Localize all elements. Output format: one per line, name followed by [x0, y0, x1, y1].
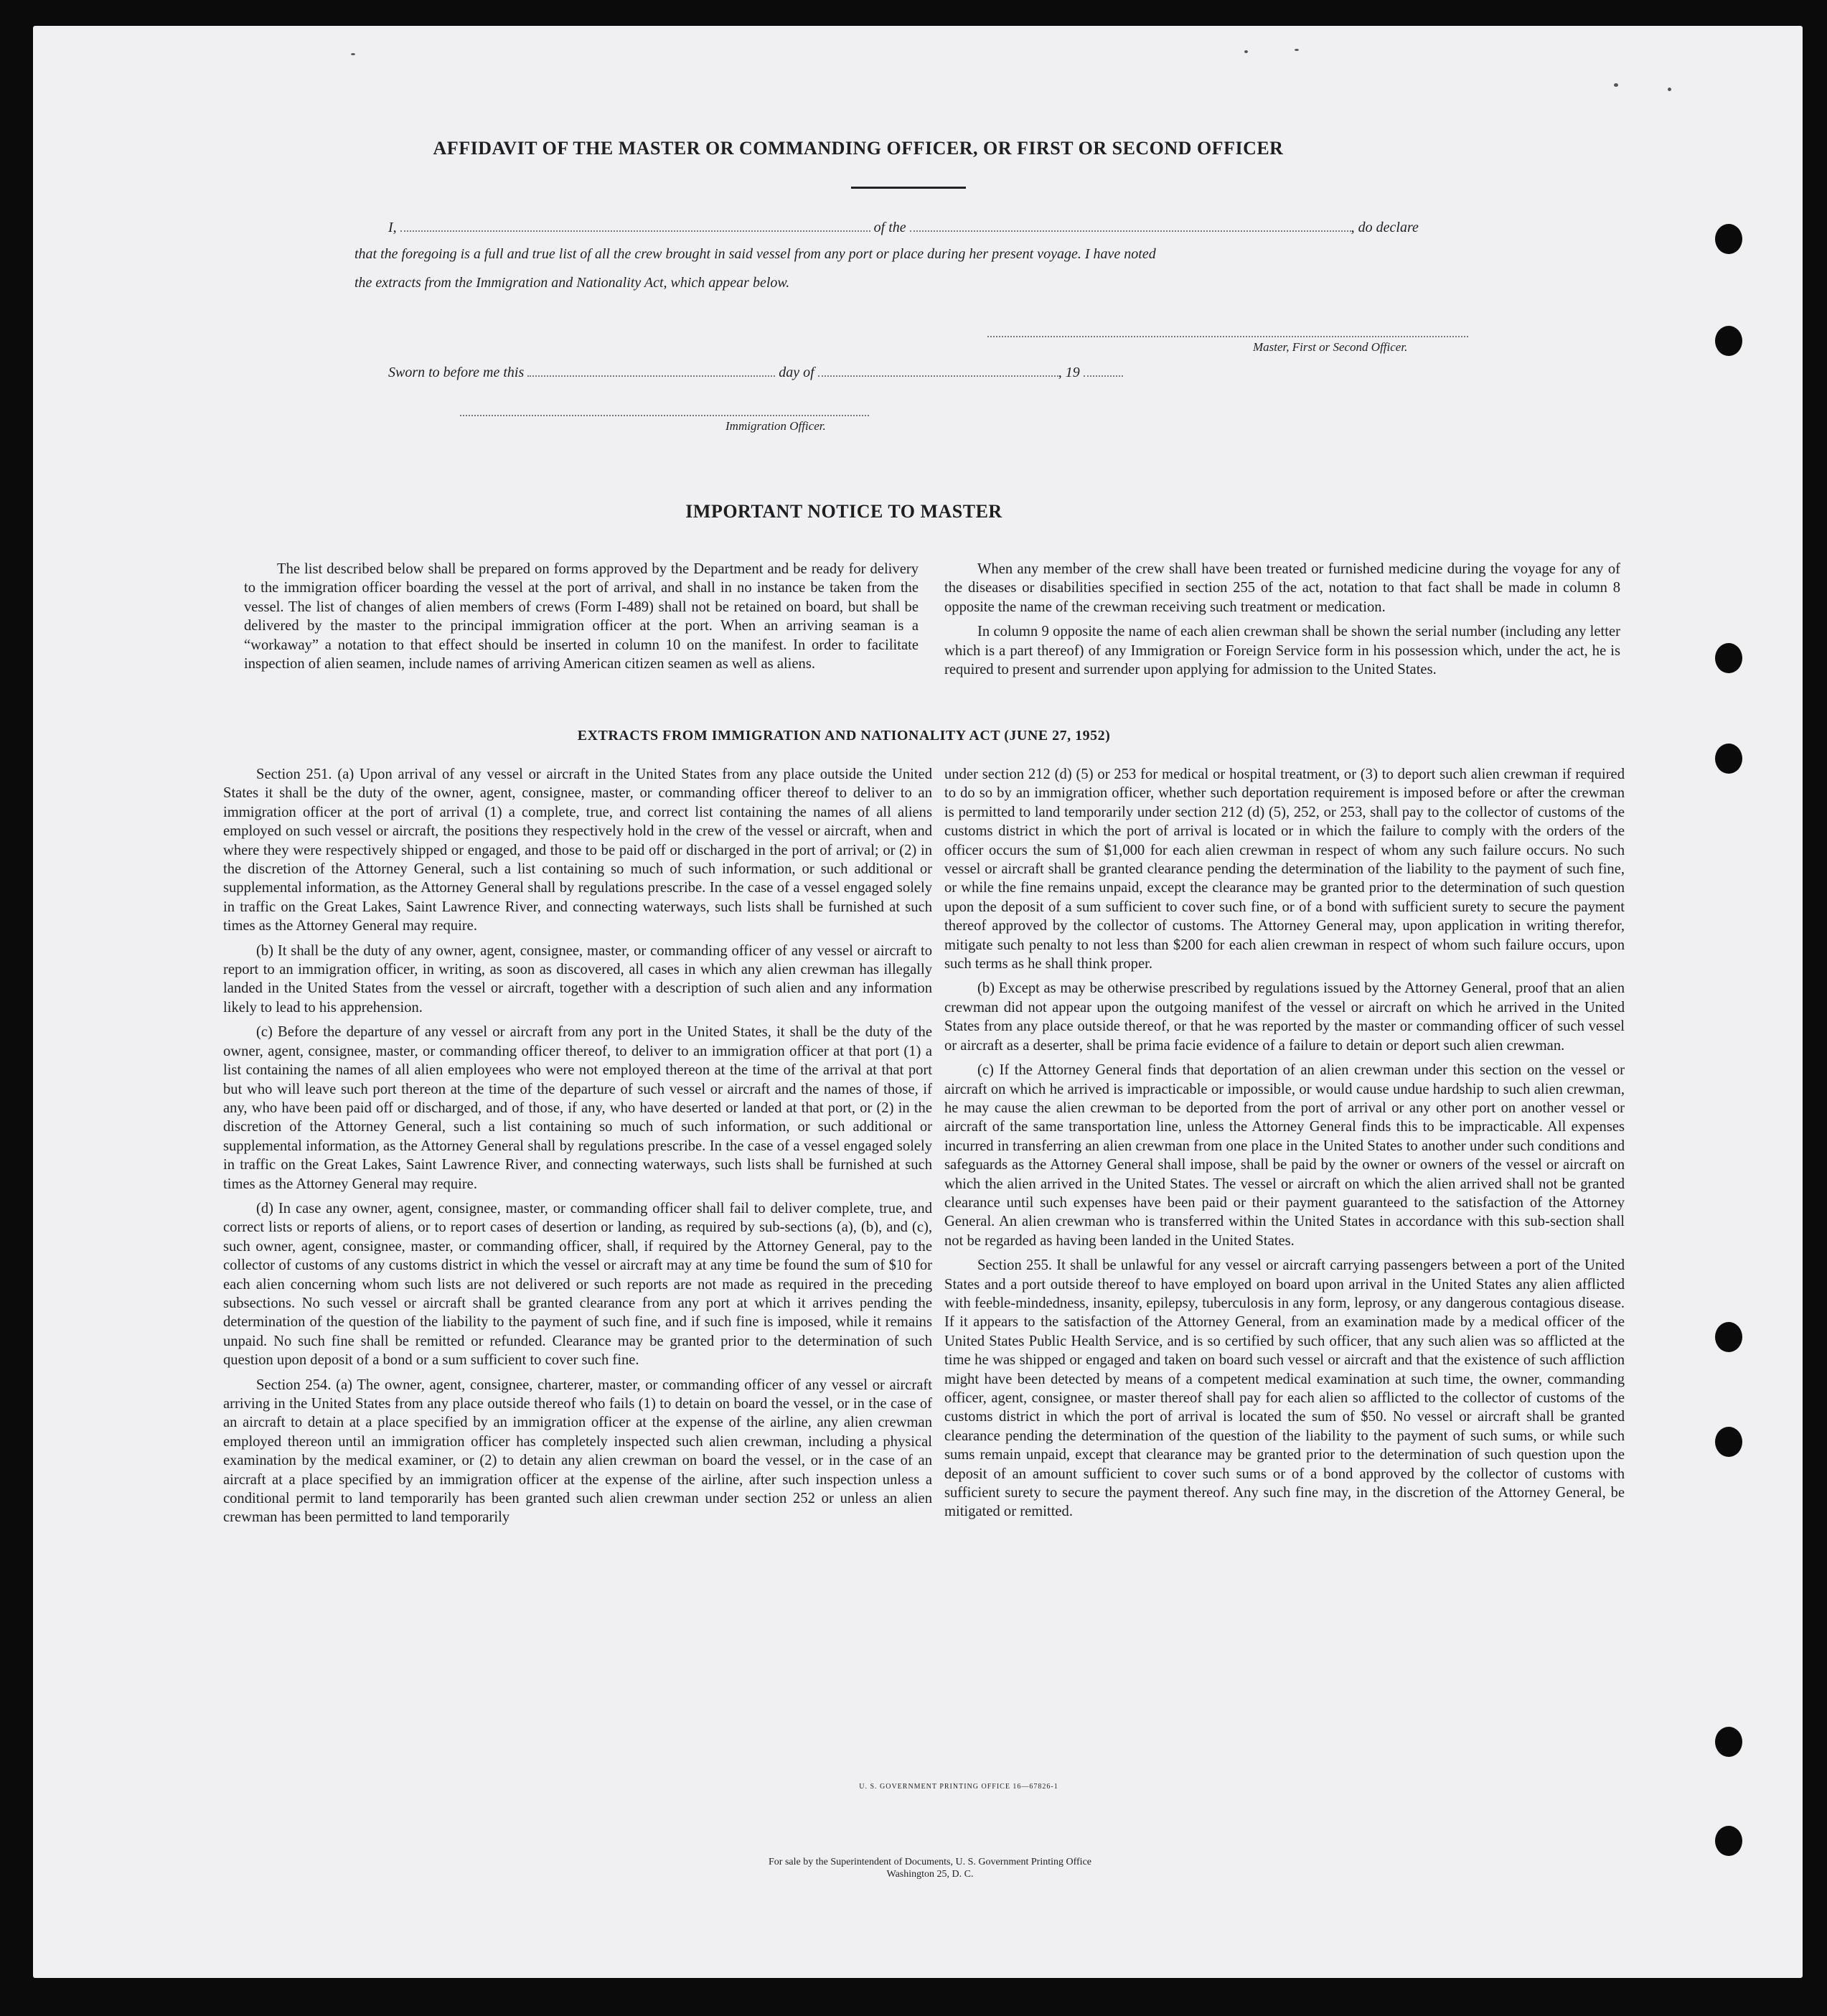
binder-hole	[1715, 744, 1742, 774]
binder-hole	[1715, 1826, 1742, 1856]
sworn-label: Sworn to before me this	[388, 365, 525, 380]
notice-left-column	[244, 560, 919, 679]
section-254c: (c) If the Attorney General finds that deportation of an alien crewman under this section on the vessel or aircraft on which he arrived is impracticable or impossible, or would cause undue hardship to such alien crewman, he may cause the alien crewman to be deported from the port of arrival or any other port on another vessel or aircraft of the same transportation line, unless the Attorney General finds this to be impracticable. All expenses incurred in transferring an alien crewman from one place in the United States to another under such conditions and safeguards as the Attorney General shall impose, shall be paid by the owner or owners of the vessel or aircraft on which the alien arrived in the United States. The vessel or aircraft on which the alien arrived shall not be granted clearance until such expenses have been paid or their payment guaranteed to the satisfaction of the Attorney General. An alien crewman who is transferred within the United States in accordance with this sub-section shall not be regarded as having been landed in the United States.	[944, 1062, 1625, 1249]
immigration-signature-line[interactable]	[460, 415, 869, 416]
sworn-month-blank[interactable]	[818, 374, 1058, 377]
sworn-year-blank[interactable]	[1084, 374, 1123, 377]
notice-title: IMPORTANT NOTICE TO MASTER	[685, 501, 1002, 522]
binder-hole	[1715, 1427, 1742, 1457]
notice-right-column	[944, 560, 1620, 685]
section-254a-continued: under section 212 (d) (5) or 253 for medical or hospital treatment, or (3) to deport such alien crewman if required to do so by an immigration officer, whether such deportation requirement is imposed before or after the crewman is permitted to land temporarily under section 212 (d) (5), 252, or 253, shall pay to the collector of customs of the customs district in which the port of arrival is located or in which the failure to comply with the orders of the officer occurs the sum of $1,000 for each alien crewman in respect of whom any such failure occurs. No such vessel or aircraft shall be granted clearance pending the determination of the liability to the payment of such fine, or while the fine remains unpaid, except the clearance may be granted prior to the determination of such question upon the deposit of a sum sufficient to cover such fine, or of a bond with sufficient surety to secure the payment thereof approved by the collector of customs. The Attorney General may, upon application in writing therefor, mitigate such penalty to not less than $200 for each alien crewman in respect of whom such failure occurs, upon such terms as he shall think proper.	[944, 766, 1625, 972]
sworn-day-blank[interactable]	[527, 374, 775, 377]
declaration-text-3: the extracts from the Immigration and Nationality Act, which appear below.	[354, 275, 790, 291]
master-caption: Master, First or Second Officer.	[1253, 340, 1408, 354]
speck	[1295, 49, 1299, 51]
section-251a: Section 251. (a) Upon arrival of any vessel or aircraft in the United States from any place outside the United States it shall be the duty of the owner, agent, consignee, master, or commanding officer thereof to deliver to an immigration officer at the port of arrival (1) a complete, true, and correct list containing the names of all aliens employed on such vessel or aircraft, the positions they respectively hold in the crew of the vessel or aircraft, when and where they were respectively shipped or engaged, and those to be paid off or discharged in the port of arrival; or (2) in the discretion of the Attorney General, such a list containing so much of such information, or such additional or supplemental information, as the Attorney General shall by regulations prescribe. In the case of a vessel engaged solely in traffic on the Great Lakes, Saint Lawrence River, and connecting waterways, such lists shall be furnished at such times as the Attorney General may require.	[223, 766, 932, 934]
declaration-text-2: that the foregoing is a full and true list of all the crew brought in said vessel from any port or place during her present voyage. I have noted	[354, 246, 1156, 262]
speck	[1668, 88, 1671, 91]
affidavit-title: AFFIDAVIT OF THE MASTER OR COMMANDING OFFICER, OR FIRST OR SECOND OFFICER	[433, 138, 1284, 159]
section-254b: (b) Except as may be otherwise prescribed by regulations issued by the Attorney General, proof that an alien crewman did not appear upon the outgoing manifest of the vessel or aircraft on which he arrived in the United States from any place outside thereof, or that he was reported by the master or commanding officer of such vessel or aircraft as a deserter, shall be prima facie evidence of a failure to detain or deport such alien crewman.	[944, 980, 1625, 1054]
binder-hole	[1715, 1727, 1742, 1757]
declaration-declare: , do declare	[1351, 220, 1419, 235]
vessel-blank[interactable]	[910, 229, 1351, 232]
binder-hole	[1715, 1322, 1742, 1352]
title-rule	[851, 187, 966, 189]
sworn-line	[388, 365, 1321, 381]
name-blank[interactable]	[400, 229, 870, 232]
declaration-i: I,	[388, 220, 397, 235]
section-251d: (d) In case any owner, agent, consignee, master, or commanding officer shall fail to deliver complete, true, and correct lists or reports of aliens, or to report cases of desertion or landing, as required by sub-sections (a), (b), and (c), such owner, agent, consignee, master, or commanding officer, shall, if required by the Attorney General, pay to the collector of customs of any customs district in which the vessel or aircraft may at any time be found the sum of $10 for each alien concerning whom such lists are not delivered or such reports are not made as required in the preceding subsections. No such vessel or aircraft shall be granted clearance from any port at which it arrives pending the determination of the question of the liability to the payment of such fine, and if such fine is imposed, while it remains unpaid. No such fine shall be remitted or refunded. Clearance may be granted prior to the determination of such question upon deposit of a bond or a sum sufficient to cover such fine.	[223, 1200, 932, 1369]
speck	[1614, 83, 1618, 87]
immigration-caption: Immigration Officer.	[725, 419, 826, 433]
notice-left-paragraph: The list described below shall be prepared on forms approved by the Department and be ready for delivery to the immigration officer boarding the vessel at the port of arrival, and shall in no instance be taken from the vessel. The list of changes of alien members of crews (Form I-489) shall not be retained on board, but shall be delivered by the master to the principal immigration officer at the port. When an arriving seaman is a “workaway” a notation to that effect should be inserted in column 10 on the manifest. In order to facilitate inspection of alien seamen, include names of arriving American citizen seamen as well as aliens.	[244, 561, 919, 672]
notice-right-paragraph-2: In column 9 opposite the name of each alien crewman shall be shown the serial number (including any letter which is a part thereof) of any Immigration or Foreign Service form in his possession which, under the act, he is required to present and surrender upon applying for admission to the United States.	[944, 624, 1620, 678]
speck	[1244, 50, 1248, 53]
footer-line-2: Washington 25, D. C.	[886, 1869, 974, 1880]
binder-hole	[1715, 326, 1742, 356]
speck	[351, 53, 355, 55]
section-251c: (c) Before the departure of any vessel or aircraft from any port in the United States, it shall be the duty of the owner, agent, consignee, master, or commanding officer thereof, to deliver to an immigration officer at that port (1) a list containing the names of all alien employees who were not employed thereon at the time of the arrival at that port but who will leave such port thereon at the time of the departure of such vessel or aircraft and the names of those, if any, who have been paid off or discharged, and of those, if any, who have deserted or landed at that port, or (2) in the discretion of the Attorney General, such a list containing so much of such information, or such additional or supplemental information, as the Attorney General shall by regulations prescribe. In the case of a vessel engaged solely in traffic on the Great Lakes, Saint Lawrence River, and connecting waterways, such lists shall be furnished at such times as the Attorney General may require.	[223, 1024, 932, 1192]
extracts-right-column	[944, 765, 1625, 1527]
printing-office-imprint: U. S. GOVERNMENT PRINTING OFFICE 16—67826-1	[859, 1783, 1058, 1791]
section-255: Section 255. It shall be unlawful for any vessel or aircraft carrying passengers between a port of the United States and a port outside thereof to have employed on board upon arrival in the United States any alien afflicted with feeble-mindedness, insanity, epilepsy, tuberculosis in any form, leprosy, or any dangerous contagious disease. If it appears to the satisfaction of the Attorney General, from an examination made by a medical officer of the United States Public Health Service, and is so certified by such officer, that any such alien was so afflicted at the time he was shipped or engaged and taken on board such vessel or aircraft and that the existence of such affliction might have been detected by means of a competent medical examination at such time, the owner, commanding officer, agent, consignee, or master thereof shall pay for each alien so afflicted to the collector of customs of the customs district in which the port of arrival is located the sum of $50. No vessel or aircraft shall be granted clearance pending the determination of the question of the liability to the payment of such sums, or while such sums remain unpaid, except that clearance may be granted prior to the determination of such question upon the deposit of an amount sufficient to cover such sums or of a bond approved by the collector of customs with sufficient surety to secure the payment thereof. Any such fine may, in the discretion of the Attorney General, be mitigated or remitted.	[944, 1257, 1625, 1520]
section-254a: Section 254. (a) The owner, agent, consignee, charterer, master, or commanding officer of any vessel or aircraft arriving in the United States from any place outside thereof who fails (1) to detain on board the vessel, or in the case of an aircraft to detain at a place specified by an immigration officer at the expense of the airline, any alien crewman employed thereon until an immigration officer has completely inspected such alien crewman, including a physical examination by the medical examiner, or (2) to detain any alien crewman on board the vessel, or in the case of an aircraft at a place specified by an immigration officer at the expense of the airline, after such inspection unless a conditional permit to land temporarily has been granted such alien crewman under section 252 or unless an alien crewman has been permitted to land temporarily	[223, 1377, 932, 1526]
year-label: , 19	[1058, 365, 1080, 380]
extracts-left-column	[223, 765, 932, 1533]
binder-hole	[1715, 224, 1742, 254]
declaration-of-the: of the	[873, 220, 906, 235]
document-page	[33, 26, 1803, 1978]
declaration-line	[388, 220, 1508, 236]
section-251b: (b) It shall be the duty of any owner, agent, consignee, master, or commanding officer of any vessel or aircraft to report to an immigration officer, in writing, as soon as discovered, all cases in which any alien crewman has illegally landed in the United States from the vessel or aircraft, together with a description of such alien and any information likely to lead to his apprehension.	[223, 942, 932, 1016]
notice-right-paragraph-1: When any member of the crew shall have been treated or furnished medicine during the voyage for any of the diseases or disabilities specified in section 255 of the act, notation to that fact shall be made in column 8 opposite the name of the crewman receiving such treatment or medication.	[944, 561, 1620, 615]
binder-hole	[1715, 643, 1742, 673]
master-signature-line[interactable]	[987, 336, 1468, 337]
footer-line-1: For sale by the Superintendent of Documents, U. S. Government Printing Office	[769, 1857, 1091, 1867]
extracts-title: EXTRACTS FROM IMMIGRATION AND NATIONALITY ACT (JUNE 27, 1952)	[577, 728, 1111, 744]
day-of-label: day of	[779, 365, 814, 380]
sales-footer	[664, 1856, 1196, 1880]
